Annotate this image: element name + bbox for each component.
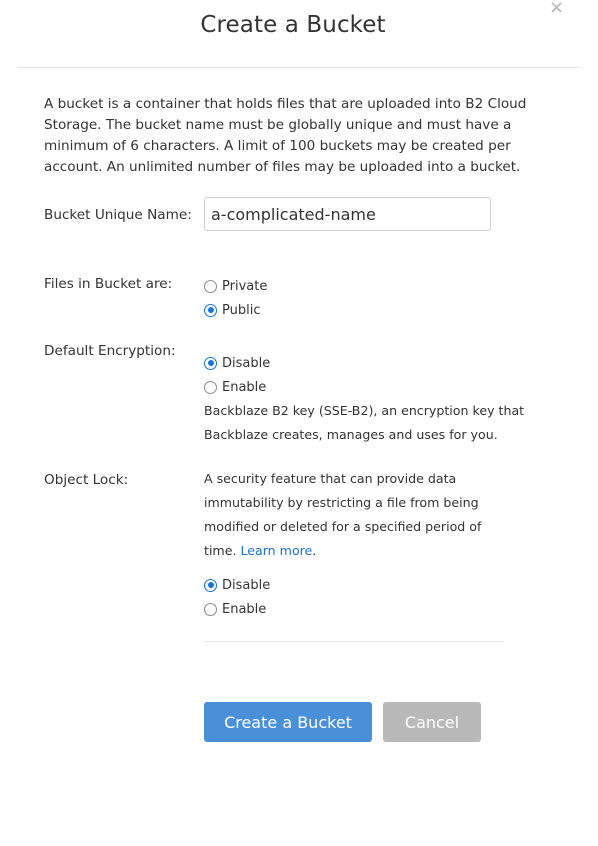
visibility-private-option[interactable] [204,276,267,296]
header-divider [18,67,579,68]
form-divider [204,641,504,642]
object-lock-desc-suffix: . [312,543,317,558]
object-lock-enable-option[interactable] [204,599,266,619]
object-lock-label: Object Lock: [44,472,129,488]
object-lock-description-line [204,539,481,563]
bucket-name-input[interactable] [204,197,491,231]
radio-private-label: Private [222,278,268,294]
encryption-description-line: Backblaze B2 key (SSE-B2), an encryption key that [204,403,525,418]
encryption-enable-option[interactable] [204,377,266,397]
radio-encryption-enable-label: Enable [222,379,267,395]
radio-public[interactable] [204,304,217,317]
bucket-name-label: Bucket Unique Name: [44,207,192,223]
object-lock-disable-option[interactable] [204,575,270,595]
encryption-description [204,399,524,447]
learn-more-link[interactable]: Learn more [240,543,313,558]
object-lock-description-line: modified or deleted for a specified period of [204,519,482,534]
encryption-label: Default Encryption: [44,343,176,359]
radio-private[interactable] [204,280,217,293]
object-lock-description-line: immutability by restricting a file from being [204,495,479,510]
radio-lock-enable-label: Enable [222,601,267,617]
cancel-button[interactable]: Cancel [383,702,481,742]
radio-encryption-disable-label: Disable [222,355,271,371]
radio-encryption-disable[interactable] [204,357,217,370]
object-lock-description [204,467,481,563]
radio-lock-enable[interactable] [204,603,217,616]
radio-lock-disable[interactable] [204,579,217,592]
radio-lock-disable-label: Disable [222,577,271,593]
dialog-title: Create a Bucket [200,12,386,38]
create-bucket-button[interactable]: Create a Bucket [204,702,372,742]
encryption-description-line: Backblaze creates, manages and uses for you. [204,427,498,442]
visibility-public-option[interactable] [204,300,260,320]
encryption-disable-option[interactable] [204,353,270,373]
object-lock-desc-prefix: time. [204,543,241,558]
radio-public-label: Public [222,302,261,318]
object-lock-description-line: A security feature that can provide data [204,471,457,486]
files-visibility-label: Files in Bucket are: [44,276,173,292]
close-icon[interactable]: × [549,0,565,18]
intro-text: A bucket is a container that holds files that are uploaded into B2 Cloud Storage. The bucket name must be globally unique and must have a minimum of 6 characters. A limit of 100 buckets may be created per account. An unlimited number of files may be uploaded into a bucket. [44,96,527,175]
radio-encryption-enable[interactable] [204,381,217,394]
